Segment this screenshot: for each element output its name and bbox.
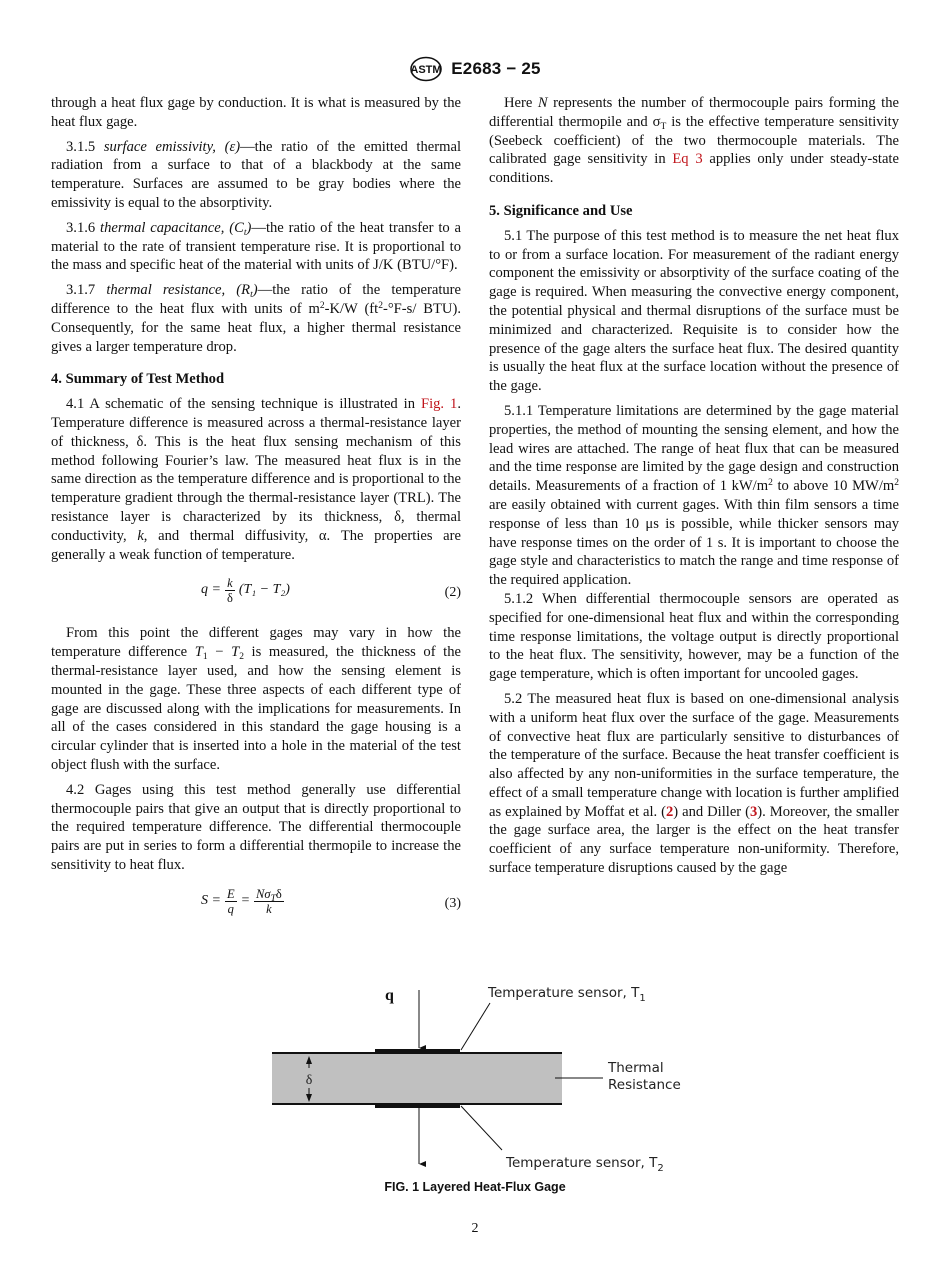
astm-logo-icon: [409, 56, 443, 82]
page-header: [0, 56, 950, 82]
section-3-1-5: 3.1.5 surface emissivity, (ε)—the ratio of the emitted thermal radiation from a surface to that of a blackbody at the same temperature. Surfaces are assumed to be gray bodies where the emissivity is equal to the absorptivity.: [51, 138, 461, 211]
page-number: 2: [471, 1221, 479, 1236]
layered-heat-flux-gage-diagram: [260, 970, 700, 1180]
equation-2: q = $\frac{k}{\delta}$ (T₁ − T₂) (2): [201, 576, 461, 606]
fig-1-link[interactable]: Fig. 1: [420, 396, 458, 413]
term-thermal-resistance: thermal resistance, $(R_t)$: [106, 282, 258, 301]
svg-text:Thermal: Thermal: [608, 1060, 664, 1076]
section-3-1-7: 3.1.7 thermal resistance, $(R_t)—the$ ratio of the temperature difference to the heat flux with units of $m^2-K/W$ ($ft^2-^\circ F-s/$ BTU). Consequently, for the same heat flux, a higher thermal resistance gives a larger temperature drop.: [51, 282, 462, 355]
paragraph-gages-vary: From this point the different gages may vary in how the temperature difference $T_1 - T_2$ is measured, the thickness of the thermal-resistance layer used, and how the sensing element is mounted in the gage. These three aspects of each different type of gage are discussed along with the implications for measurements. In all of the cases considered in this standard the gage housing is a circular cylinder that is inserted into a hole in the material of the test object flush with the surface.: [51, 625, 461, 773]
equation-3: S = $\frac{E}{q}$ = $\frac{N\sigma_T\delta}{k}$ (3): [201, 886, 461, 916]
paragraph-here-n: Here N represents the number of thermocouple pairs forming the differential thermopile and $\sigma_T$ is the effective temperature sensitivity (Seebeck coefficient) of the two thermocouple materials. The calibrated gage sensitivity in Eq 3 applies only under steady-state conditions.: [489, 95, 899, 187]
section-4-heading: 4. Summary of Test Method: [51, 371, 225, 388]
temperature-sensor-t1: [375, 1049, 460, 1053]
section-4-1: 4.1 A schematic of the sensing technique is illustrated in Fig. 1. Temperature difference is measured across a thermal-resistance layer of thickness, δ. This is the heat flux sensing mechanism of this method following Fourier’s law. The measured heat flux is in the same direction as the temperature difference and is proportional to the temperature gradient through the thermal-resistance layer (TRL). The resistance layer is characterized by its thickness, δ, thermal conductivity, k, and thermal diffusivity, α. The properties are generally a weak function of temperature.: [51, 396, 461, 563]
svg-text:Temperature sensor, T1: Temperature sensor, $T_1$: [488, 985, 646, 1004]
left-column: [51, 94, 461, 939]
reference-3-link[interactable]: 3: [749, 803, 758, 820]
svg-text:ASTM: ASTM: [410, 64, 442, 76]
figure-1-diagram: [260, 970, 700, 1210]
paragraph-continued: through a heat flux gage by conduction. It is what is measured by the heat flux gage.: [51, 95, 461, 130]
term-surface-emissivity: surface emissivity, (ε): [103, 138, 241, 155]
svg-text:q: q: [385, 987, 394, 1004]
eq-3-link[interactable]: Eq 3: [672, 151, 703, 168]
section-3-1-6: 3.1.6 thermal capacitance, $(C_t)—the$ ratio of the heat transfer to a material to the rate of transient temperature rise. It is proportional to the mass and specific heat of the material with units of J/K (BTU/°F).: [51, 219, 461, 274]
figure-caption: FIG. 1 Layered Heat-Flux Gage: [384, 1180, 566, 1194]
temperature-sensor-t2: [375, 1104, 460, 1108]
equation-number: (2): [444, 585, 461, 601]
svg-text:Temperature sensor, T2: Temperature sensor, $T_2$: [506, 1155, 664, 1174]
section-5-2: 5.2 The measured heat flux is based on one-dimensional analysis with a uniform heat flux over the surface of the gage. Measurements of convective heat flux are particularly sensitive to disturbances of the temperature of the surface. Because the heat transfer coefficient is also affected by any non-uniformities in the surface temperature, the effect of a small temperature change with location is further amplified as explained by Moffat et al. (2) and Diller (3). Moreover, the smaller the gage surface area, the larger is the effect on the heat transfer coefficient of any surface temperature non-uniformity. Therefore, surface temperature disruptions caused by the gage: [489, 690, 899, 877]
section-5-1-1: 5.1.1 Temperature limitations are determined by the gage material properties, the method of mounting the sensing element, and how the lead wires are attached. The range of heat flux that can be measured and the time response are limited by the gage design and construction details. Measurements of a fraction of 1 $kW/m^2$ to above 10 $MW/m^2$ are easily obtained with current gages. With thin film sensors a time response of less than 10 μs is possible, while thicker sensors may have response times on the order of 1 s. It is important to choose the gage style and characteristics to match the range and time response of the required application.: [489, 402, 899, 589]
svg-text:Resistance: Resistance: [608, 1077, 681, 1093]
section-5-heading: 5. Significance and Use: [489, 202, 633, 219]
svg-text:δ: δ: [305, 1073, 313, 1088]
section-5-1-2: 5.1.2 When differential thermocouple sensors are operated as specified for one-dimensional heat flux and within the corresponding time response limitations, the voltage output is directly proportional to the heat flux. The sensitivity, however, may be a function of the gage temperature, which is often important for uncooled gages.: [489, 590, 899, 683]
section-5-1: 5.1 The purpose of this test method is to measure the net heat flux to or from a surface location. For measurement of the radiant energy component the emissivity or absorptivity of the surface coating of the gage is required. When measuring the convective energy component, the potential physical and thermal disruptions of the surface must be minimized and characterized. Requisite is to consider how the presence of the gage alters the surface heat flux. The desired quantity is usually the heat flux at the surface location without the presence of the gage.: [489, 227, 899, 395]
right-column: [489, 94, 899, 878]
thermal-resistance-layer: [272, 1053, 562, 1104]
equation-number: (3): [444, 895, 461, 911]
term-thermal-capacitance: thermal capacitance, $(C_t)$: [100, 219, 252, 238]
reference-2-link[interactable]: 2: [666, 803, 674, 820]
section-4-2: 4.2 Gages using this test method generally use differential thermocouple pairs that give an output that is directly proportional to the required temperature difference. The differential thermocouple pairs are put in series to form a differential thermopile to increase the sensitivity to heat flux.: [51, 781, 461, 873]
document-number: E2683 − 25: [451, 58, 541, 78]
